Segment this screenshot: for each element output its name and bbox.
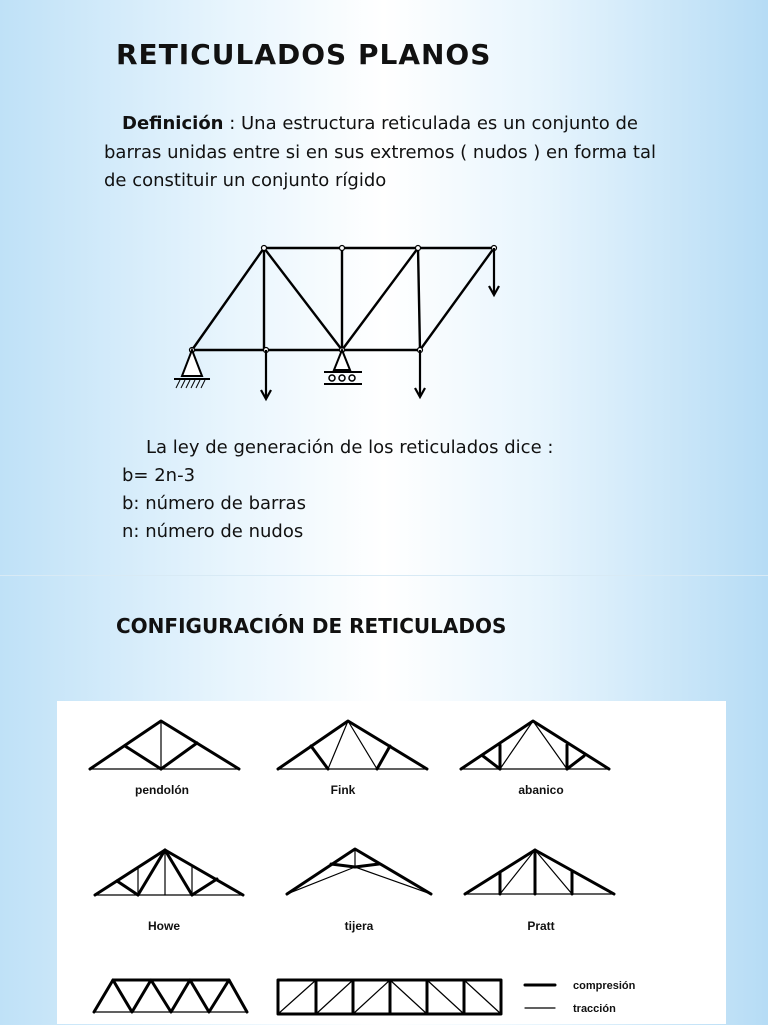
pinned-support (174, 350, 210, 388)
law-formula: b= 2n-3 (122, 465, 196, 486)
definition-label: Definición (122, 113, 224, 134)
legend-tension-label: tracción (573, 1003, 616, 1015)
law-intro: La ley de generación de los reticulados dice : (146, 437, 554, 458)
section-title: CONFIGURACIÓN DE RETICULADOS (116, 614, 507, 638)
truss-types-panel (57, 701, 726, 1024)
truss-fink (278, 721, 427, 769)
generation-law (122, 434, 553, 546)
law-b-definition: b: número de barras (122, 493, 306, 514)
roller-support (324, 350, 362, 384)
label-fink: Fink (330, 783, 356, 797)
label-pratt: Pratt (527, 919, 555, 933)
label-howe: Howe (147, 919, 181, 933)
truss-tijera (287, 849, 431, 894)
truss-howe (95, 850, 243, 895)
truss-pendolon (90, 721, 239, 769)
label-pendolon: pendolón (135, 783, 189, 797)
truss-warren (94, 980, 247, 1012)
slide-title: RETICULADOS PLANOS (116, 38, 492, 71)
definition-paragraph (104, 110, 664, 196)
truss-diagram (170, 238, 510, 408)
truss-types-diagram (57, 701, 726, 1024)
truss-members (192, 248, 494, 350)
truss-pratt (465, 850, 614, 894)
label-abanico: abanico (518, 783, 564, 797)
load-arrows (261, 248, 499, 399)
definition-text: : Una estructura reticulada es un conjunto de barras unidas entre si en sus extremos ( nudos ) en forma tal de constituir un conjunto rígido (104, 113, 657, 191)
label-tijera: tijera (344, 919, 374, 933)
truss-abanico (461, 721, 609, 769)
law-n-definition: n: número de nudos (122, 521, 304, 542)
truss-parallel-chord (278, 980, 501, 1014)
legend-compression-label: compresión (573, 980, 636, 992)
